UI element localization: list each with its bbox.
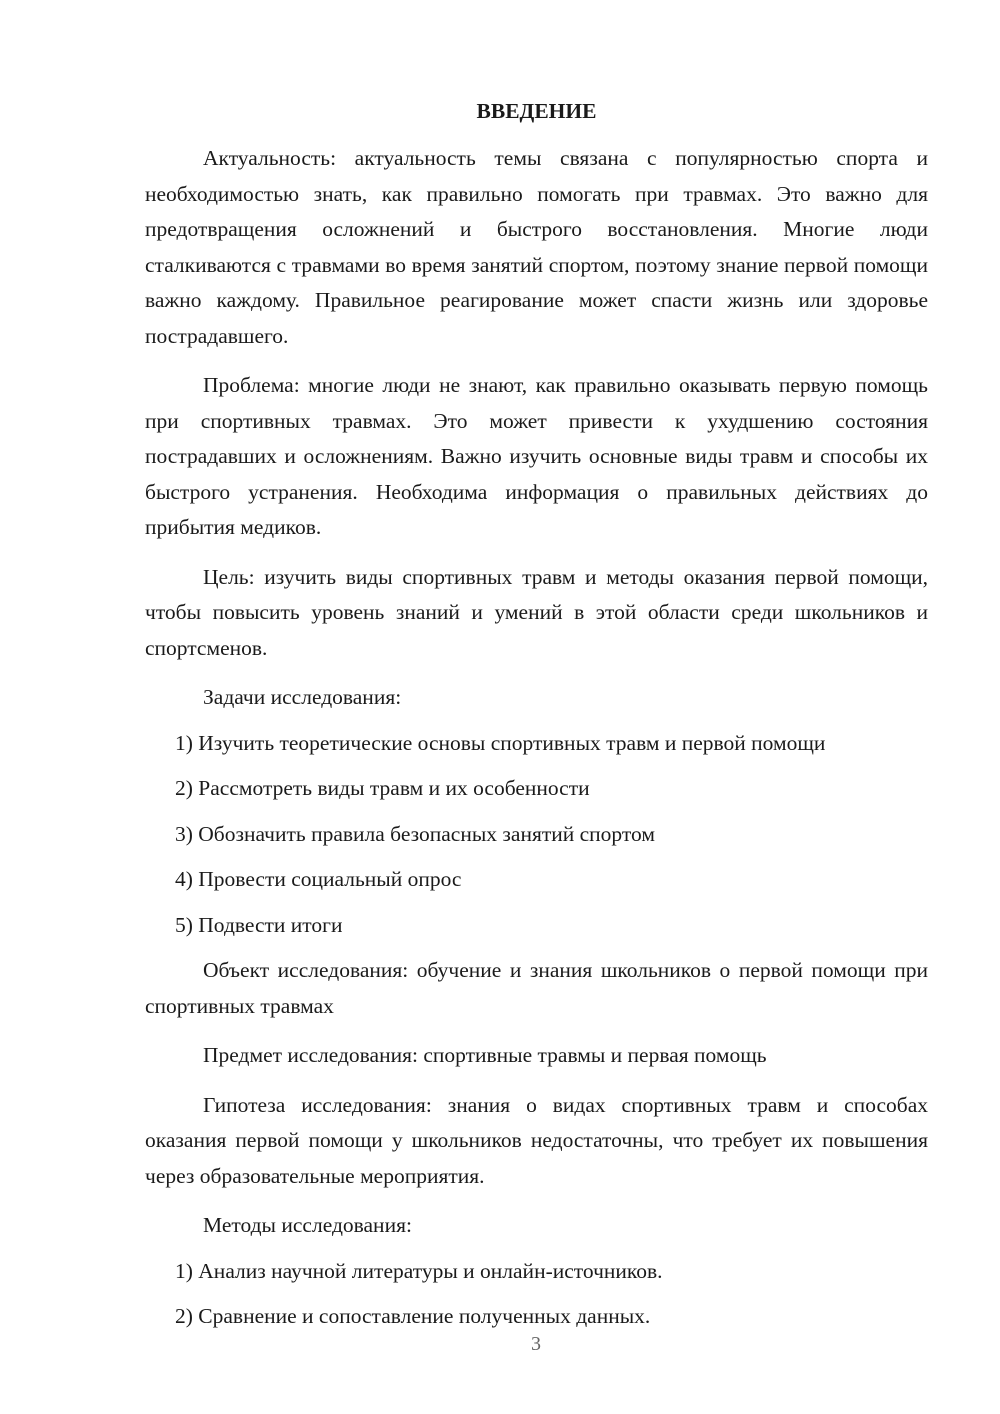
- task-item: 1) Изучить теоретические основы спортивных травм и первой помощи: [175, 730, 826, 755]
- relevance-paragraph: Актуальность: актуальность темы связана с популярностью спорта и необходимостью знать, как правильно помогать при травмах. Это важно для предотвращения осложнений и быстрого восстановления. Многие люди сталкиваются с травмами во время занятий спортом, поэтому знание первой помощи важно каждому. Правильное реагирование может спасти жизнь или здоровье пострадавшего.: [145, 146, 928, 348]
- method-item: 1) Анализ научной литературы и онлайн-источников.: [175, 1258, 663, 1283]
- goal-paragraph: Цель: изучить виды спортивных травм и методы оказания первой помощи, чтобы повысить уровень знаний и умений в этой области среди школьников и спортсменов.: [145, 564, 928, 660]
- object-paragraph: Объект исследования: обучение и знания школьников о первой помощи при спортивных травмах: [145, 958, 928, 1018]
- task-item: 5) Подвести итоги: [175, 912, 343, 937]
- subject-paragraph: Предмет исследования: спортивные травмы и первая помощь: [203, 1043, 767, 1067]
- page-content: [145, 94, 928, 1345]
- methods-heading: Методы исследования:: [203, 1213, 412, 1237]
- methods-list: [145, 1254, 928, 1335]
- task-item: 4) Провести социальный опрос: [175, 867, 462, 891]
- task-item: 2) Рассмотреть виды травм и их особенности: [175, 776, 590, 800]
- tasks-heading: Задачи исследования:: [203, 685, 402, 709]
- page-number: 3: [531, 1333, 541, 1355]
- problem-paragraph: Проблема: многие люди не знают, как правильно оказывать первую помощь при спортивных травмах. Это может привести к ухудшению состояния пострадавших и осложнениям. Важно изучить основные виды травм и способы их быстрого устранения. Необходима информация о правильных действиях до прибытия медиков.: [145, 373, 928, 539]
- tasks-list: [145, 726, 928, 944]
- method-item: 2) Сравнение и сопоставление полученных данных.: [175, 1304, 651, 1328]
- section-title: ВВЕДЕНИЕ: [476, 99, 597, 123]
- hypothesis-paragraph: Гипотеза исследования: знания о видах спортивных травм и способах оказания первой помощи у школьников недостаточны, что требует их повышения через образовательные мероприятия.: [145, 1092, 928, 1188]
- task-item: 3) Обозначить правила безопасных занятий спортом: [175, 821, 655, 846]
